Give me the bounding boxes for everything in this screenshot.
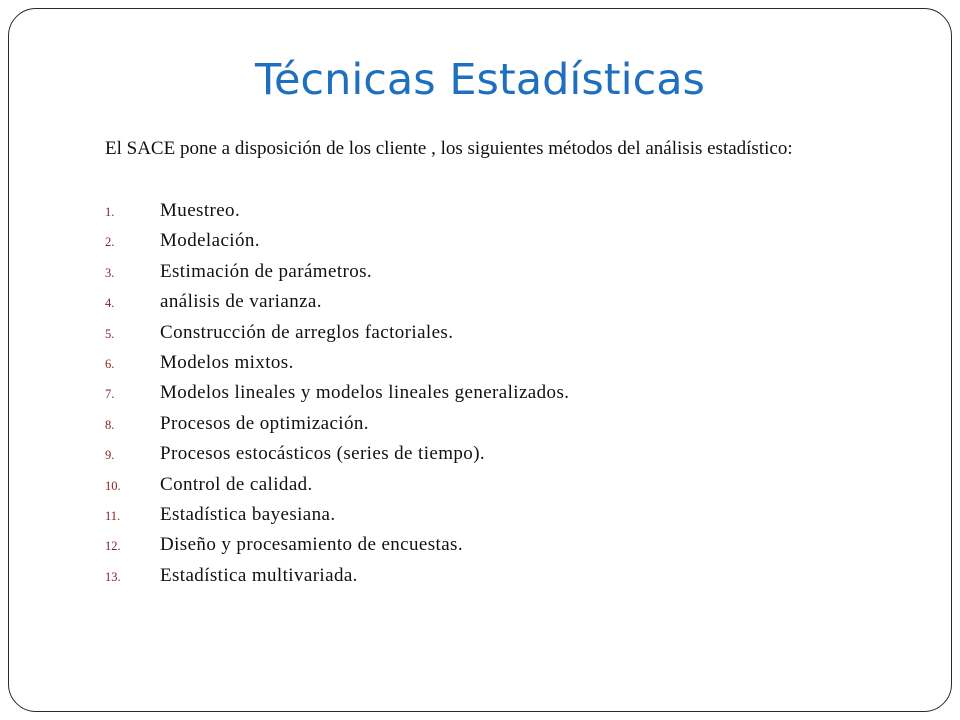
list-item	[105, 200, 569, 230]
list-item	[105, 382, 569, 412]
list-item	[105, 534, 569, 564]
list-item-number: 3.	[105, 265, 115, 280]
list-item-text: Construcción de arreglos factoriales.	[160, 321, 454, 343]
methods-list	[105, 200, 569, 595]
list-item-text: Control de calidad.	[160, 473, 313, 495]
list-item-number: 5.	[105, 326, 115, 341]
list-item-number: 4.	[105, 296, 115, 311]
list-item-number: 8.	[105, 417, 115, 432]
list-item-number: 13.	[105, 569, 121, 584]
list-item-number: 2.	[105, 235, 115, 250]
list-item-number: 10.	[105, 478, 121, 493]
list-item	[105, 565, 569, 595]
list-item-number: 7.	[105, 387, 115, 402]
intro-text: El SACE pone a disposición de los cliente , los siguientes métodos del análisis estadístico:	[105, 138, 793, 159]
list-item-text: Procesos de optimización.	[160, 412, 369, 434]
list-item	[105, 413, 569, 443]
list-item	[105, 443, 569, 473]
list-item	[105, 230, 569, 260]
list-item	[105, 474, 569, 504]
list-item-text: Modelos mixtos.	[160, 351, 294, 373]
list-item-number: 12.	[105, 539, 121, 554]
list-item-text: Estadística bayesiana.	[160, 503, 336, 525]
list-item-text: análisis de varianza.	[160, 291, 322, 313]
list-item-number: 11.	[105, 508, 121, 523]
list-item-text: Procesos estocásticos (series de tiempo).	[160, 443, 486, 465]
list-item-text: Modelación.	[160, 230, 260, 252]
list-item-text: Estimación de parámetros.	[160, 260, 373, 282]
list-item-text: Modelos lineales y modelos lineales generalizados.	[160, 382, 570, 404]
list-item-number: 1.	[105, 205, 115, 219]
list-item	[105, 261, 569, 291]
slide-title: Técnicas Estadísticas	[255, 55, 705, 105]
list-item-text: Diseño y procesamiento de encuestas.	[160, 534, 463, 556]
list-item	[105, 291, 569, 321]
list-item	[105, 352, 569, 382]
list-item-number: 6.	[105, 356, 115, 371]
list-item-number: 9.	[105, 448, 115, 463]
list-item-text: Estadística multivariada.	[160, 564, 358, 586]
list-item	[105, 504, 569, 534]
list-item	[105, 322, 569, 352]
list-item-text: Muestreo.	[160, 200, 241, 221]
